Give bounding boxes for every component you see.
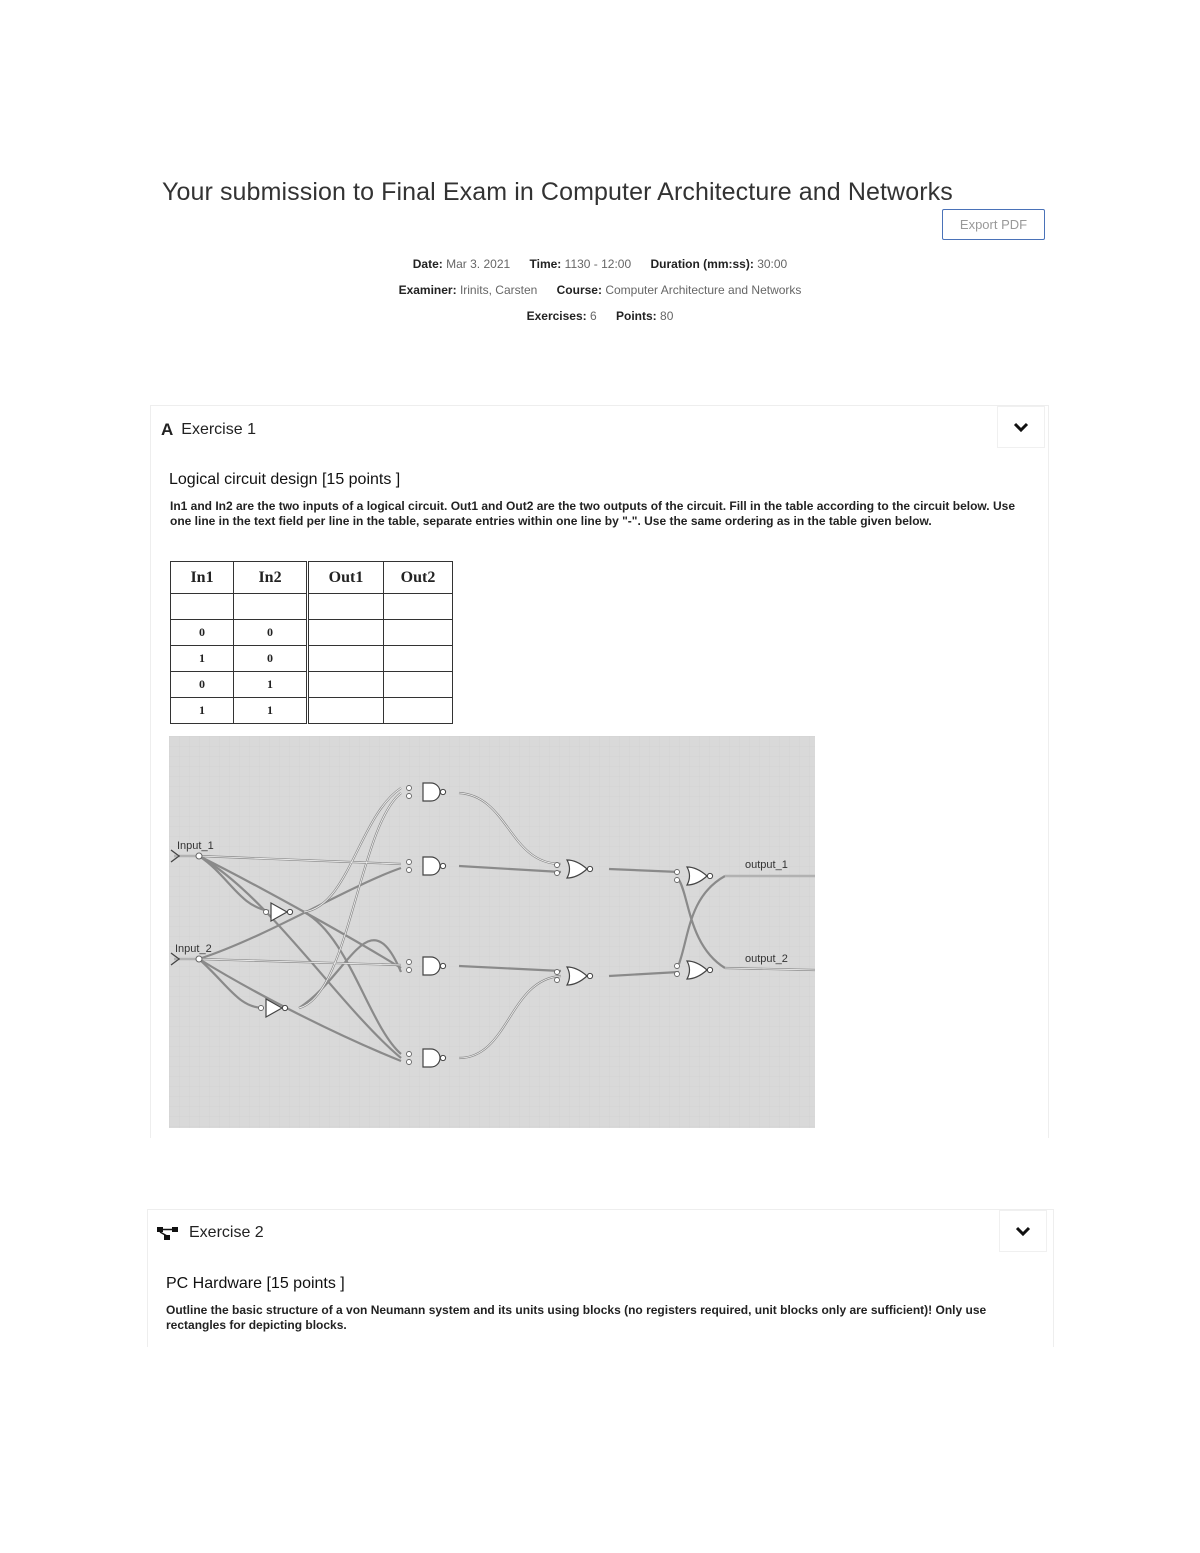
table-cell [308, 646, 384, 672]
points-label: Points: [616, 309, 657, 323]
table-cell: 1 [171, 646, 234, 672]
truth-table [170, 561, 453, 724]
examiner-value: Irinits, Carsten [459, 283, 538, 297]
input-2-label: Input_2 [175, 943, 212, 955]
table-cell: 0 [234, 620, 308, 646]
table-cell: 1 [171, 698, 234, 724]
exercise-1-question-text: In1 and In2 are the two inputs of a logical circuit. Out1 and Out2 are the two outputs of the circuit. Fill in the table according to the circuit below. Use one line in the text field per line in the table, separate entries within one line by "-". Use the same ordering as in the table given below. [170, 499, 1015, 528]
header-out1: Out1 [308, 562, 384, 594]
table-cell [384, 698, 453, 724]
time-label: Time: [529, 257, 562, 271]
table-cell [308, 620, 384, 646]
exercise-1-header[interactable] [161, 420, 256, 440]
diagram-nodes-icon [157, 1225, 179, 1241]
exam-meta-row-3 [0, 309, 1200, 323]
course-value: Computer Architecture and Networks [605, 283, 802, 297]
exercise-2-question-title: PC Hardware [15 points ] [166, 1275, 345, 1292]
output-1-label: output_1 [745, 859, 788, 871]
table-cell [308, 594, 384, 620]
points-value: 80 [660, 309, 674, 323]
export-pdf-button[interactable]: Export PDF [942, 209, 1045, 240]
time-value: 1130 - 12:00 [564, 257, 632, 271]
table-row [171, 594, 453, 620]
table-row [171, 698, 453, 724]
exercise-2-question-text: Outline the basic structure of a von Neumann system and its units using blocks (no registers required, unit blocks only are sufficient)! Only use rectangles for depicting blocks. [166, 1303, 987, 1332]
date-value: Mar 3. 2021 [446, 257, 511, 271]
text-a-icon: A [161, 420, 174, 439]
table-cell: 0 [171, 672, 234, 698]
truth-table-header [171, 562, 453, 594]
table-cell: 0 [171, 620, 234, 646]
duration-value: 30:00 [757, 257, 788, 271]
table-cell [384, 594, 453, 620]
exercises-value: 6 [589, 309, 597, 323]
table-cell: 1 [234, 672, 308, 698]
exercise-1-heading: Exercise 1 [181, 421, 256, 438]
chevron-down-icon [1015, 1226, 1031, 1237]
exercise-2-toggle[interactable] [999, 1210, 1047, 1252]
table-row [171, 620, 453, 646]
header-in2: In2 [234, 562, 308, 594]
exercises-label: Exercises: [526, 309, 587, 323]
table-cell [384, 646, 453, 672]
header-out2: Out2 [384, 562, 453, 594]
examiner-label: Examiner: [398, 283, 457, 297]
duration-label: Duration (mm:ss): [650, 257, 754, 271]
table-row [171, 672, 453, 698]
date-label: Date: [412, 257, 443, 271]
exercise-1-question-title: Logical circuit design [15 points ] [169, 471, 401, 488]
table-cell [308, 672, 384, 698]
table-cell [171, 594, 234, 620]
exercise-1-toggle[interactable] [997, 406, 1045, 448]
output-2-label: output_2 [745, 953, 788, 965]
table-cell [384, 620, 453, 646]
exam-meta-row-1 [0, 257, 1200, 271]
page-title: Your submission to Final Exam in Computer Architecture and Networks [162, 178, 953, 206]
exercise-2-header[interactable] [157, 1224, 264, 1242]
header-in1: In1 [171, 562, 234, 594]
exam-meta-row-2 [0, 283, 1200, 297]
exercise-2-heading: Exercise 2 [189, 1224, 264, 1241]
table-cell [308, 698, 384, 724]
table-cell [234, 594, 308, 620]
table-cell: 0 [234, 646, 308, 672]
input-1-label: Input_1 [177, 840, 214, 852]
logic-circuit-diagram [169, 736, 815, 1128]
table-cell: 1 [234, 698, 308, 724]
table-cell [384, 672, 453, 698]
chevron-down-icon [1013, 422, 1029, 433]
course-label: Course: [556, 283, 602, 297]
table-row [171, 646, 453, 672]
